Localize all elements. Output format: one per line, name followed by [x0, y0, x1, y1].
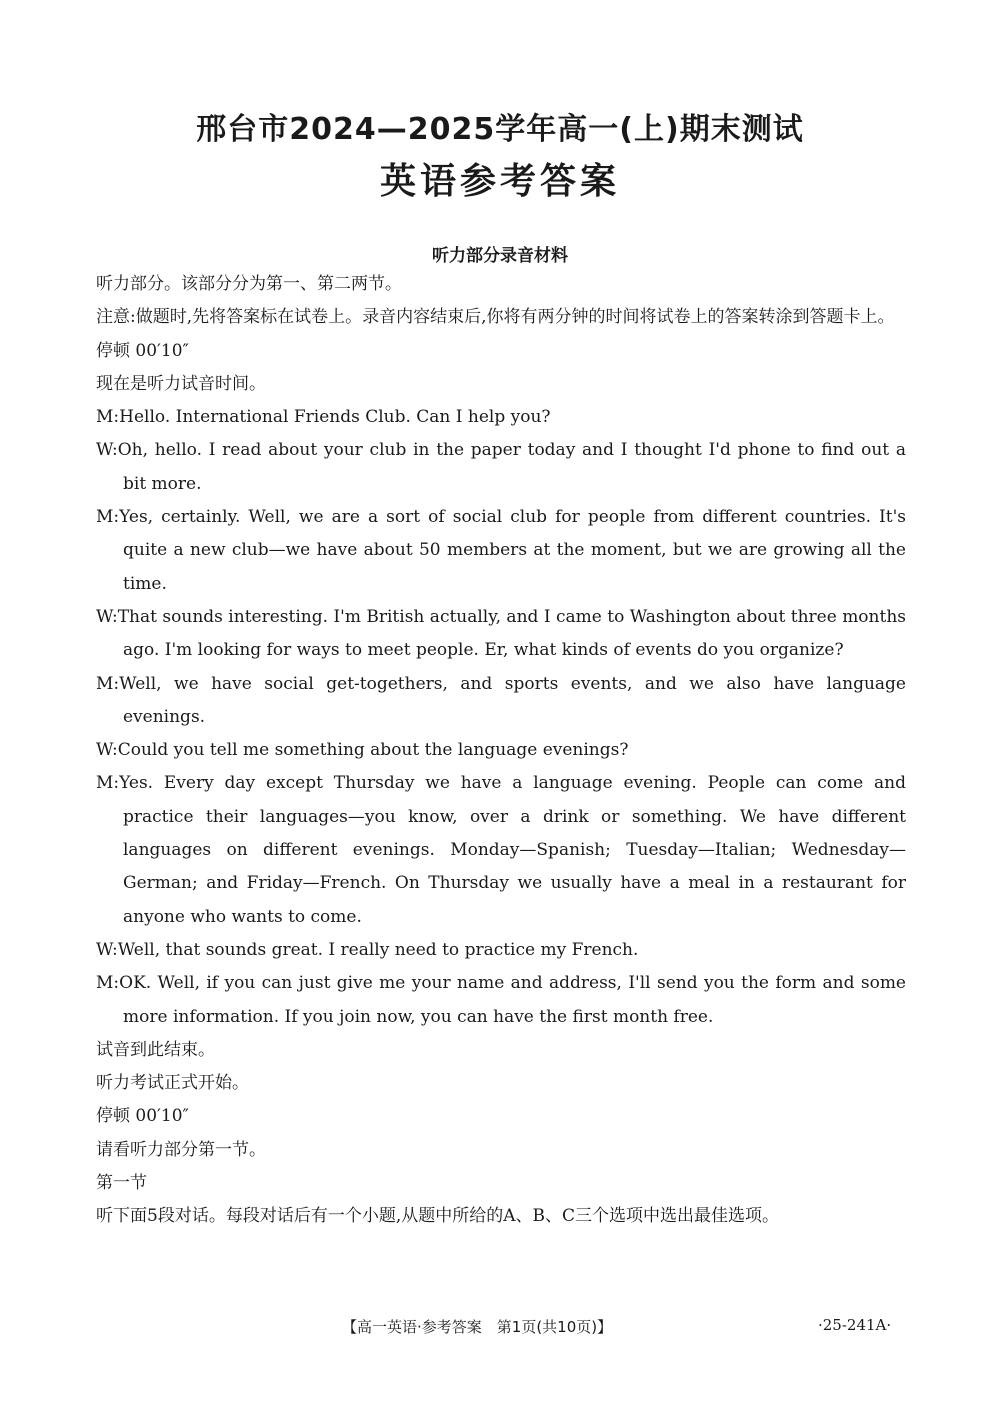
notice-line: 注意:做题时,先将答案标在试卷上。录音内容结束后,你将有两分钟的时间将试卷上的答案转涂到答题卡上。	[96, 307, 895, 328]
section-title: 听力部分录音材料	[432, 246, 568, 266]
closing-line: 试音到此结束。	[96, 1039, 215, 1060]
document-body	[96, 268, 906, 1234]
instruction-line: 听下面5段对话。每段对话后有一个小题,从题中所给的A、B、C三个选项中选出最佳选项。	[96, 1206, 779, 1227]
pause-line: 停顿 00′10″	[96, 340, 189, 361]
dialogue-line: W:Oh, hello. I read about your club in the paper today and I thought I'd phone to find out a bit more.	[96, 440, 906, 494]
dialogue-line: M:Well, we have social get-togethers, and sports events, and we also have language evenings.	[96, 673, 906, 727]
footer-code: ·25-241A·	[818, 1316, 892, 1334]
document-title: 邢台市2024—2025学年高一(上)期末测试	[196, 112, 804, 147]
trial-line: 现在是听力试音时间。	[96, 373, 266, 394]
dialogue-line: W:Could you tell me something about the language evenings?	[96, 740, 629, 761]
section-label: 第一节	[96, 1173, 147, 1194]
dialogue-line: W:Well, that sounds great. I really need to practice my French.	[96, 939, 639, 960]
closing-line: 听力考试正式开始。	[96, 1073, 249, 1094]
intro-line: 听力部分。该部分分为第一、第二两节。	[96, 274, 402, 294]
footer-page-info: 【高一英语·参考答案 第1页(共10页)】	[342, 1318, 613, 1336]
document-subtitle: 英语参考答案	[379, 161, 620, 202]
dialogue-line: W:That sounds interesting. I'm British actually, and I came to Washington about three months ago. I'm looking for ways to meet people. Er, what kinds of events do you organize?	[96, 606, 906, 661]
closing-line: 请看听力部分第一节。	[96, 1139, 266, 1160]
dialogue-line: M:Yes, certainly. Well, we are a sort of social club for people from different countries. It's quite a new club—we have about 50 members at the moment, but we are growing all the time.	[96, 507, 906, 594]
dialogue-line: M:OK. Well, if you can just give me your name and address, I'll send you the form and some more information. If you join now, you can have the first month free.	[96, 973, 906, 1027]
closing-line: 停顿 00′10″	[96, 1106, 189, 1127]
dialogue-line: M:Hello. International Friends Club. Can I help you?	[96, 407, 551, 428]
dialogue-line: M:Yes. Every day except Thursday we have a language evening. People can come and practice their languages—you know, over a drink or something. We have different languages on different evenings. Monday—Spanish; Tuesday—Italian; Wednesday—German; and Friday—French. On Thursday we usually have a meal in a restaurant for anyone who wants to come.	[96, 773, 906, 927]
